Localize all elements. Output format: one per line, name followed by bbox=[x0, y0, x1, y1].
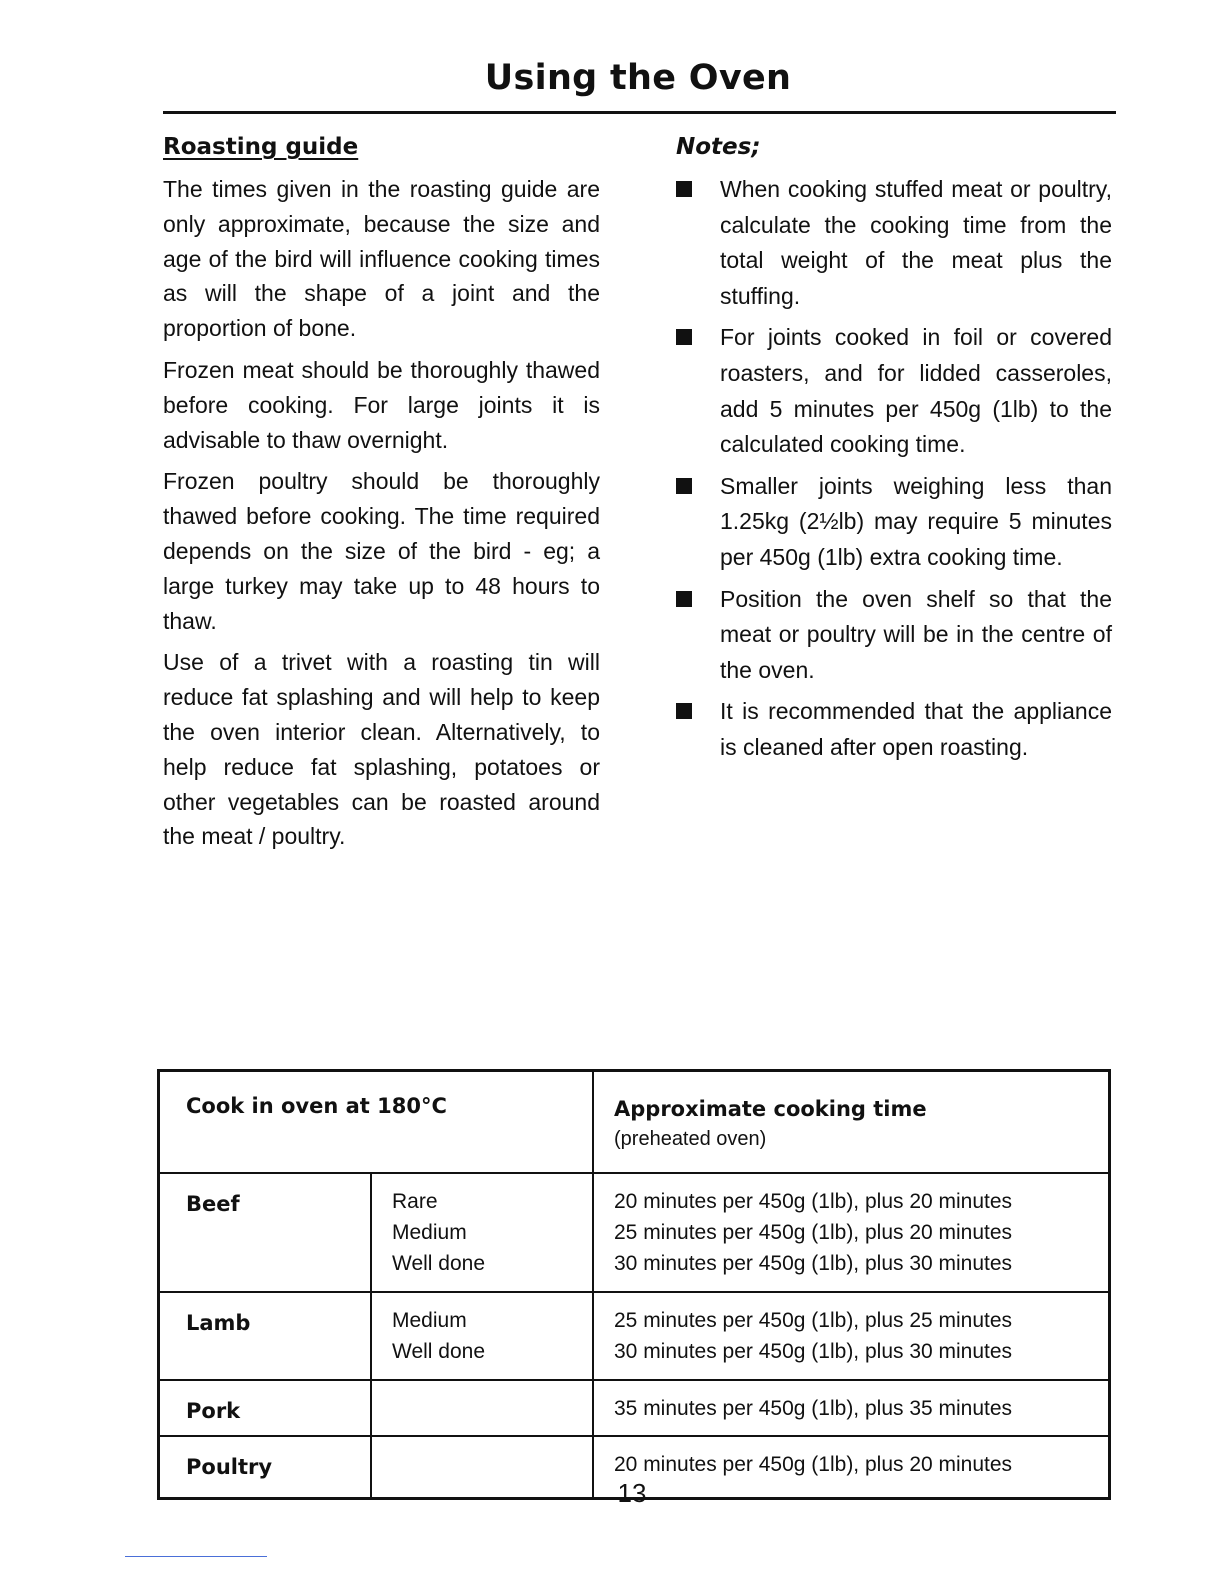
page-title: Using the Oven bbox=[484, 58, 792, 98]
time-value: 35 minutes per 450g (1lb), plus 35 minutes bbox=[614, 1397, 1013, 1420]
table-row bbox=[159, 1292, 1110, 1380]
time-value: 20 minutes per 450g (1lb), plus 20 minutes bbox=[614, 1190, 1013, 1213]
doneness-cell bbox=[371, 1380, 593, 1436]
meat-cell: Pork bbox=[159, 1380, 372, 1436]
roasting-guide-section bbox=[163, 134, 600, 861]
notes-heading: Notes; bbox=[676, 134, 761, 160]
doneness-label: Rare bbox=[392, 1190, 438, 1213]
note-item bbox=[676, 582, 1112, 689]
meat-cell: Beef bbox=[159, 1173, 372, 1292]
header-cooking-time bbox=[593, 1071, 1110, 1174]
meat-cell: Lamb bbox=[159, 1292, 372, 1380]
square-bullet-icon bbox=[676, 478, 692, 494]
doneness-label: Medium bbox=[392, 1221, 467, 1244]
square-bullet-icon bbox=[676, 329, 692, 345]
time-cell bbox=[593, 1292, 1110, 1380]
meat-cell: Poultry bbox=[159, 1436, 372, 1499]
square-bullet-icon bbox=[676, 181, 692, 197]
time-value: 25 minutes per 450g (1lb), plus 25 minutes bbox=[614, 1309, 1013, 1332]
paragraph-frozen-poultry: Frozen poultry should be thoroughly thawed before cooking. The time required depends on the size of the bird - eg; a large turkey may take up to 48 hours to thaw. bbox=[163, 468, 600, 634]
time-value: 30 minutes per 450g (1lb), plus 30 minutes bbox=[614, 1340, 1013, 1363]
header-cooking-time-subtitle: (preheated oven) bbox=[614, 1128, 767, 1150]
roasting-table-container bbox=[157, 1069, 1111, 1500]
note-text: Position the oven shelf so that the meat or poultry will be in the centre of the oven. bbox=[720, 585, 1112, 683]
paragraph-trivet: Use of a trivet with a roasting tin will reduce fat splashing and will help to keep the oven interior clean. Alternatively, to help reduce fat splashing, potatoes or other vegetables can be roasted around the meat / poultry. bbox=[163, 649, 600, 850]
time-value: 25 minutes per 450g (1lb), plus 20 minutes bbox=[614, 1221, 1013, 1244]
table-row bbox=[159, 1380, 1110, 1436]
notes-section bbox=[676, 134, 1112, 772]
note-text: Smaller joints weighing less than 1.25kg (2½lb) may require 5 minutes per 450g (1lb) extra cooking time. bbox=[720, 472, 1112, 570]
square-bullet-icon bbox=[676, 703, 692, 719]
note-text: When cooking stuffed meat or poultry, calculate the cooking time from the total weight of the meat plus the stuffing. bbox=[720, 176, 1112, 309]
note-item bbox=[676, 172, 1112, 314]
doneness-cell bbox=[371, 1292, 593, 1380]
note-text: For joints cooked in foil or covered roasters, and for lidded casseroles, add 5 minutes per 450g (1lb) to the calculated cooking time. bbox=[720, 324, 1112, 458]
paragraph-frozen-meat: Frozen meat should be thoroughly thawed before cooking. For large joints it is advisable to thaw overnight. bbox=[163, 356, 600, 453]
header-cooking-time-title: Approximate cooking time bbox=[614, 1097, 927, 1121]
time-value: 30 minutes per 450g (1lb), plus 30 minutes bbox=[614, 1252, 1013, 1275]
note-item bbox=[676, 320, 1112, 462]
doneness-label: Well done bbox=[392, 1252, 486, 1275]
doneness-cell bbox=[371, 1173, 593, 1292]
time-value: 20 minutes per 450g (1lb), plus 20 minutes bbox=[614, 1453, 1013, 1476]
roasting-table bbox=[157, 1069, 1111, 1500]
doneness-label: Medium bbox=[392, 1309, 467, 1332]
table-row bbox=[159, 1173, 1110, 1292]
note-text: It is recommended that the appliance is cleaned after open roasting. bbox=[720, 698, 1112, 760]
header-cook-temperature: Cook in oven at 180°C bbox=[159, 1071, 594, 1174]
time-cell bbox=[593, 1380, 1110, 1436]
note-item bbox=[676, 694, 1112, 765]
table-header-row bbox=[159, 1071, 1110, 1174]
note-item bbox=[676, 469, 1112, 576]
footer-link-line bbox=[125, 1556, 267, 1557]
time-cell bbox=[593, 1173, 1110, 1292]
square-bullet-icon bbox=[676, 591, 692, 607]
title-rule bbox=[163, 111, 1116, 114]
page-number: 13 bbox=[617, 1478, 647, 1508]
doneness-label: Well done bbox=[392, 1340, 486, 1363]
roasting-guide-heading: Roasting guide bbox=[163, 134, 359, 160]
paragraph-approximate-times: The times given in the roasting guide are only approximate, because the size and age of the bird will influence cooking times as will the shape of a joint and the proportion of bone. bbox=[163, 176, 600, 342]
